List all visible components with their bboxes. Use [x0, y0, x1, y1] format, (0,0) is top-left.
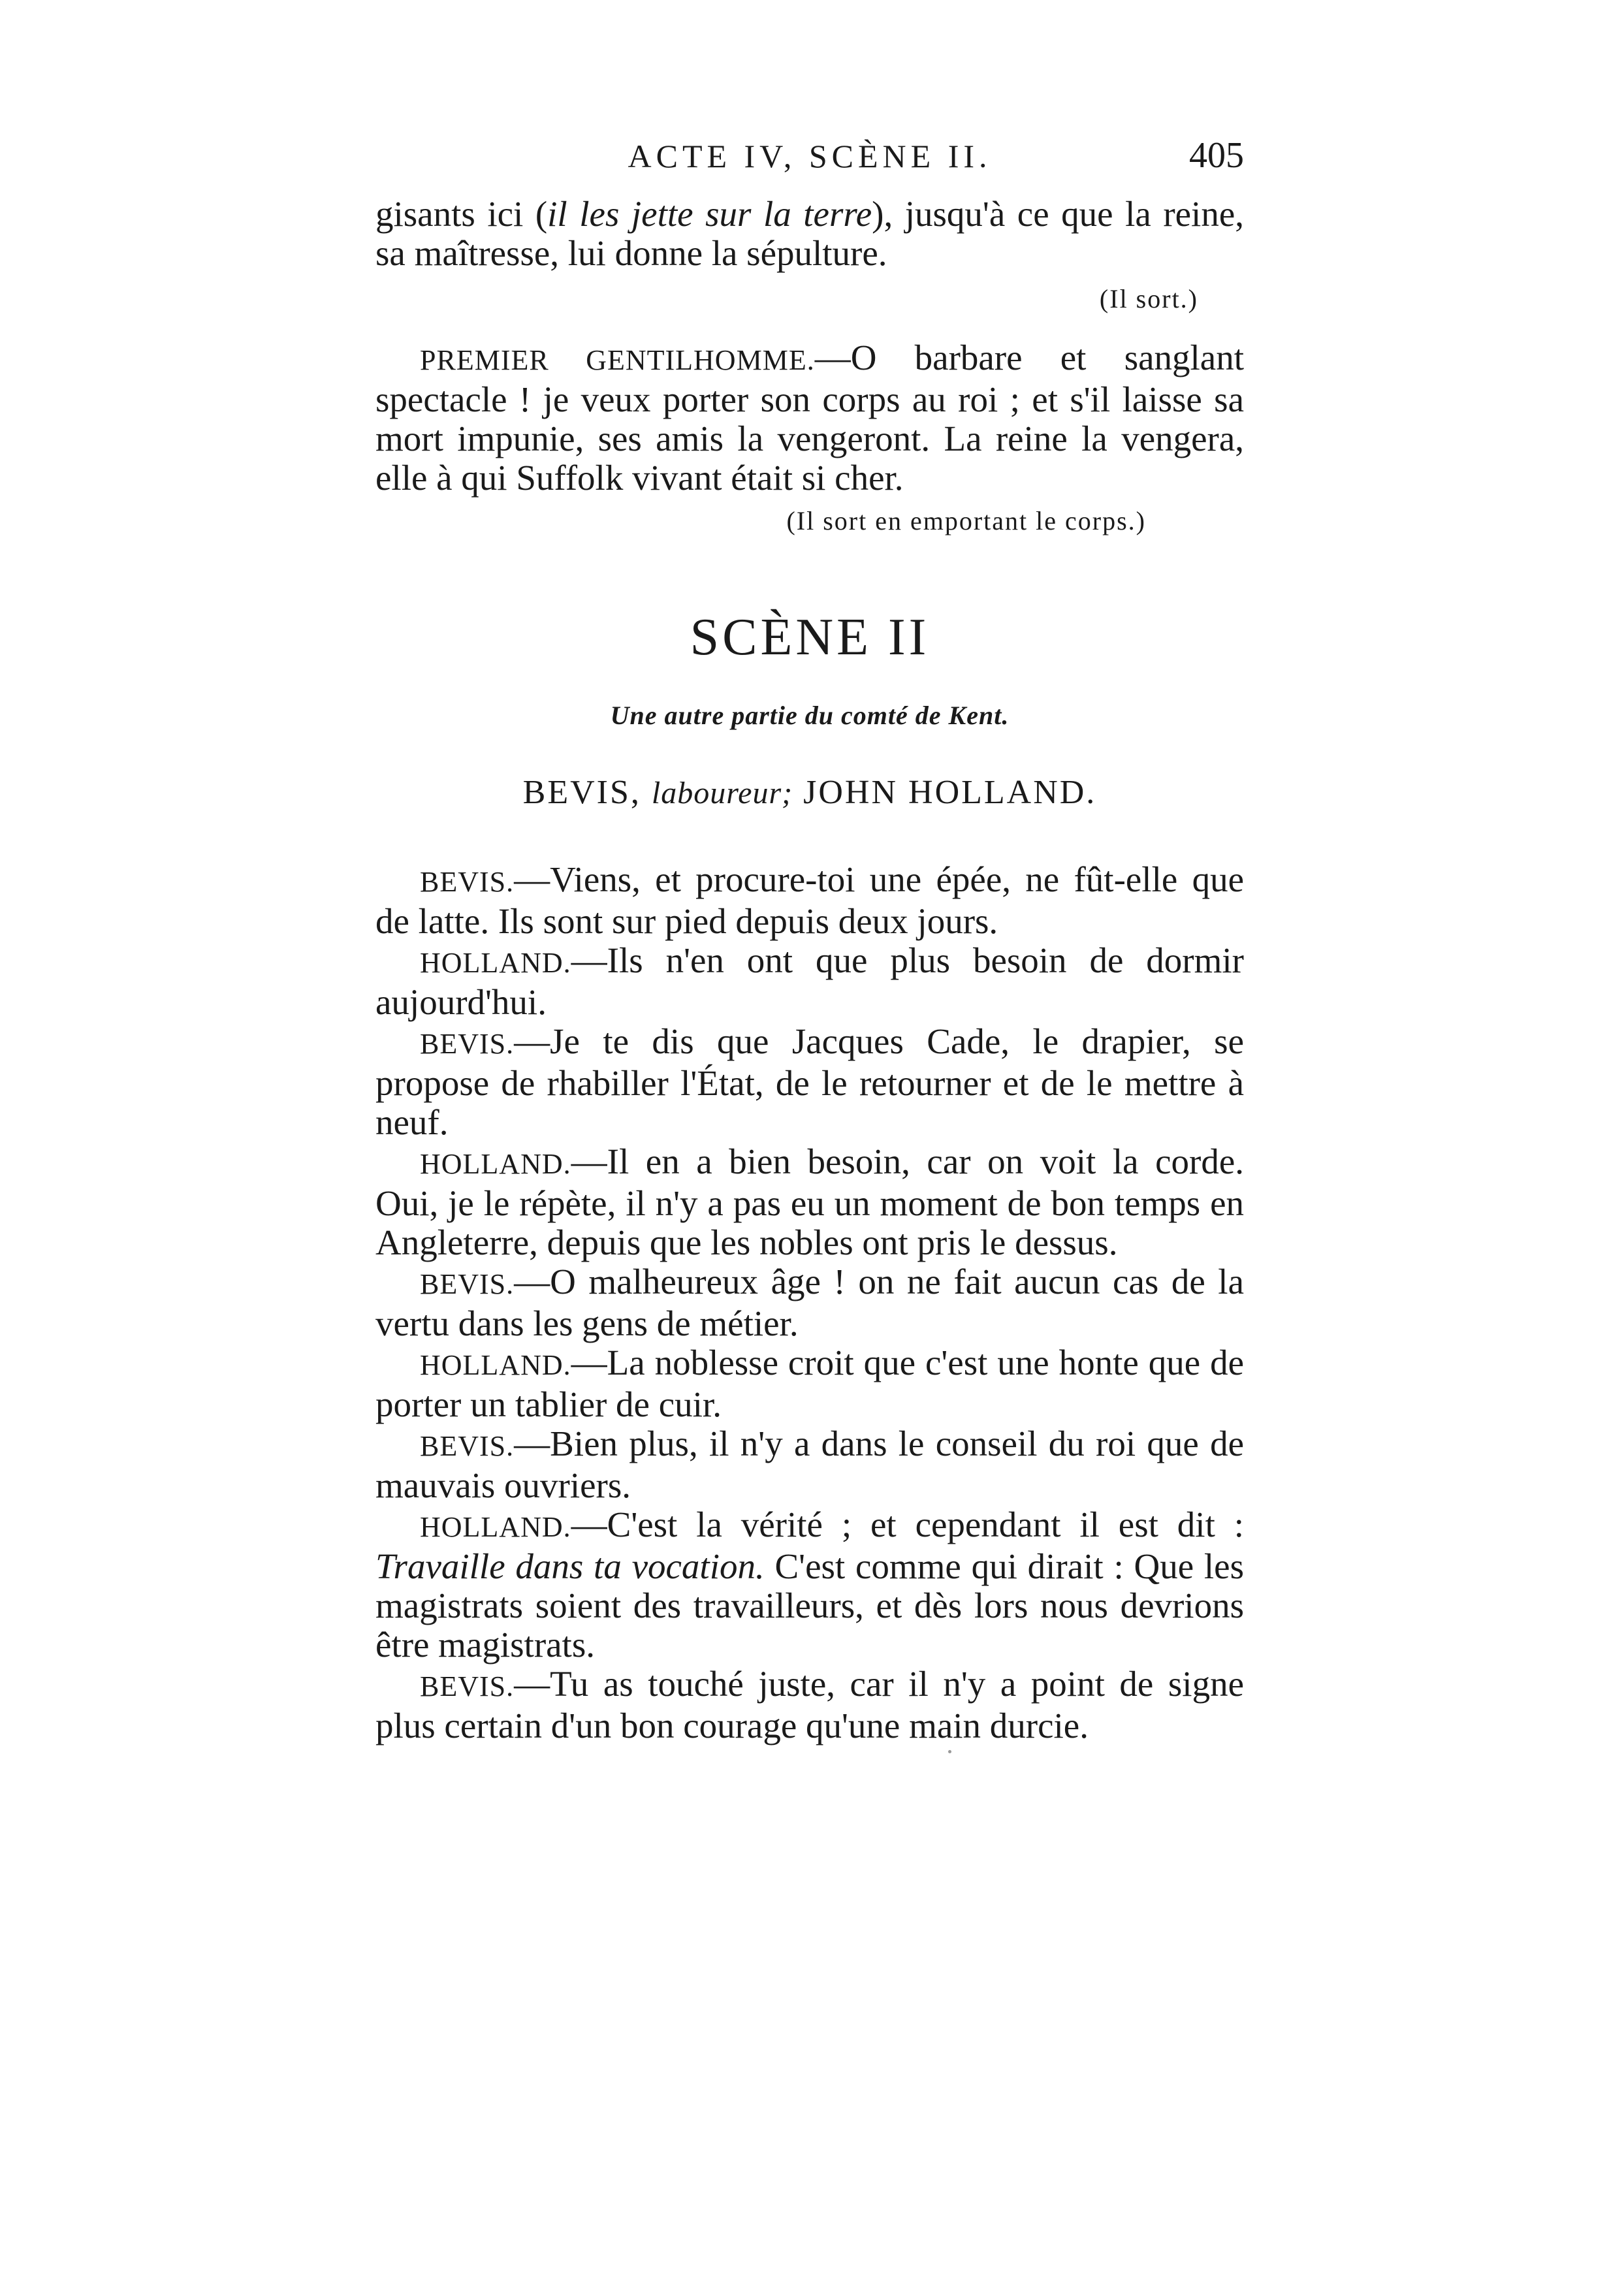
speaker-name: BEVIS.: [420, 866, 515, 898]
continuation-stage-direction: il les jette sur la terre: [547, 194, 872, 234]
speech-text: —La noblesse croit que c'est une honte que de porter un tablier de cuir.: [375, 1343, 1244, 1424]
dialogue-line-8: [375, 1505, 1244, 1665]
speech-text: —Je te dis que Jacques Cade, le drapier, se propose de rhabiller l'État, de le retourner et de le mettre à neuf.: [375, 1021, 1244, 1142]
speech-text: —Tu as touché juste, car il n'y a point de signe plus certain d'un bon courage qu'une main durcie.: [375, 1664, 1244, 1745]
dialogue-line-7: [375, 1424, 1244, 1505]
speech-text: —Bien plus, il n'y a dans le conseil du roi que de mauvais ouvriers.: [375, 1424, 1244, 1505]
exit-direction-1: (Il sort.): [1099, 284, 1198, 313]
dialogue-line-1: [375, 860, 1244, 941]
dialogue-line-2: [375, 941, 1244, 1022]
speaker-name: PREMIER GENTILHOMME.: [420, 344, 815, 376]
speaker-name: HOLLAND.: [420, 1148, 571, 1180]
speech-text-after: C'est comme qui dirait : Que les magistrats soient des travailleurs, et dès lors nous devrions être magistrats.: [375, 1546, 1244, 1665]
dialogue-line-9: [375, 1665, 1244, 1745]
page-number: 405: [1189, 135, 1244, 176]
page-header: [375, 131, 1244, 183]
running-title: ACTE IV, SCÈNE II.: [628, 138, 992, 174]
speaker-name: HOLLAND.: [420, 1349, 571, 1381]
speaker-name: HOLLAND.: [420, 947, 571, 979]
speaker-name: BEVIS.: [420, 1430, 515, 1462]
speaker-name: HOLLAND.: [420, 1511, 571, 1543]
scene-title: SCÈNE II: [690, 609, 930, 666]
dialogue-line-3: [375, 1022, 1244, 1142]
character-holland: JOHN HOLLAND.: [793, 774, 1097, 811]
speaker-name: BEVIS.: [420, 1670, 515, 1702]
speaker-name: BEVIS.: [420, 1268, 515, 1300]
dialogue-line-4: [375, 1142, 1244, 1262]
print-speck: [948, 1750, 951, 1753]
character-bevis: BEVIS,: [522, 774, 652, 811]
scene-location: Une autre partie du comté de Kent.: [610, 701, 1010, 730]
speaker-name: BEVIS.: [420, 1028, 515, 1060]
dialogue-line-5: [375, 1262, 1244, 1343]
page-body: [375, 195, 1244, 1745]
continuation-text-after: ), jusqu'à ce que la reine, sa maîtresse, lui donne la sépulture.: [375, 194, 1244, 273]
speech-text: —Ils n'en ont que plus besoin de dormir aujourd'hui.: [375, 940, 1244, 1022]
continuation-paragraph: [375, 195, 1244, 273]
speech-quote: Travaille dans ta vocation.: [375, 1546, 765, 1586]
dialogue-line-6: [375, 1343, 1244, 1424]
speech-text-before: —C'est la vérité ; et cependant il est dit :: [571, 1505, 1244, 1544]
speech-text: —O barbare et sanglant spectacle ! je veux porter son corps au roi ; et s'il laisse sa mort impunie, ses amis la vengeront. La reine la vengera, elle à qui Suffolk vivant était si cher.: [375, 338, 1244, 498]
character-role: laboureur;: [651, 776, 793, 810]
continuation-text-before: gisants ici (: [375, 194, 548, 234]
speech-text: —O malheureux âge ! on ne fait aucun cas de la vertu dans les gens de métier.: [375, 1262, 1244, 1343]
scene-characters: [375, 773, 1244, 813]
speech-text: —Il en a bien besoin, car on voit la corde. Oui, je le répète, il n'y a pas eu un moment de bon temps en Angleterre, depuis que les nobles ont pris le dessus.: [375, 1141, 1244, 1262]
gentleman-speech: [375, 338, 1244, 498]
exit-direction-2: (Il sort en emportant le corps.): [786, 506, 1146, 535]
speech-text: —Viens, et procure-toi une épée, ne fût-elle que de latte. Ils sont sur pied depuis deux jours.: [375, 859, 1244, 941]
